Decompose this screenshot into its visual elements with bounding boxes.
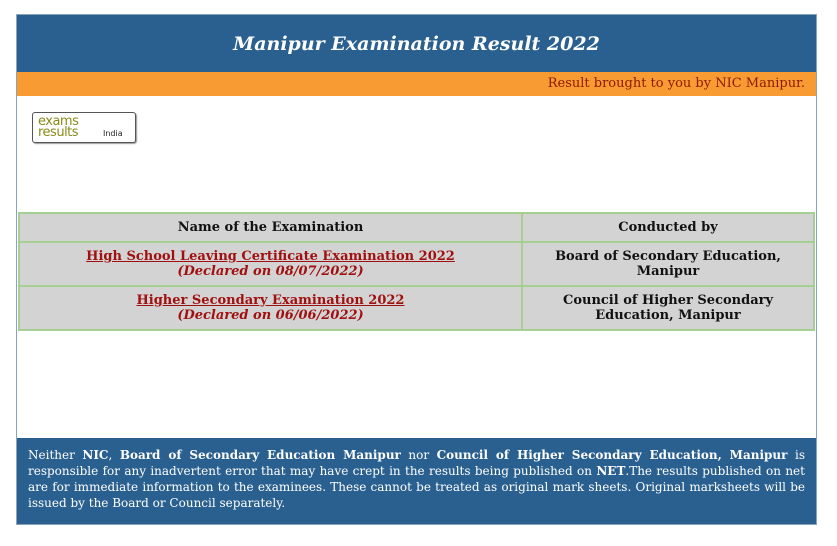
logo-text-exams: exams — [38, 114, 79, 129]
exam-cell — [19, 242, 522, 286]
declared-date: (Declared on 08/07/2022) — [177, 264, 364, 279]
declared-date: (Declared on 06/06/2022) — [177, 308, 364, 323]
logo-text-results: results — [38, 125, 79, 140]
hslc-exam-link[interactable]: High School Leaving Certificate Examination 2022 — [86, 249, 455, 264]
disclaimer-text: , — [108, 448, 120, 462]
disclaimer-text: is responsible for any inadvertent error that may have crept in the results being published on — [28, 448, 805, 478]
logo-text-india: India — [103, 129, 123, 138]
table-header-row — [19, 213, 814, 242]
exams-results-india-logo[interactable] — [32, 112, 136, 143]
conducted-by-cell: Board of Secondary Education, Manipur — [522, 242, 814, 286]
table-row — [19, 286, 814, 330]
exam-cell — [19, 286, 522, 330]
disclaimer-text: nor — [400, 448, 437, 462]
disclaimer-bold: Council of Higher Secondary Education, Manipur — [436, 448, 788, 462]
result-panel — [16, 14, 817, 525]
credit-ribbon: Result brought to you by NIC Manipur. — [17, 72, 816, 96]
disclaimer — [17, 438, 816, 524]
disclaimer-bold: NET — [596, 464, 626, 478]
table-row — [19, 242, 814, 286]
disclaimer-text: .The results published on net are for immediate information to the examinees. These cannot be treated as original mark sheets. Original marksheets will be issued by the Board or Council separately. — [28, 464, 805, 510]
disclaimer-text: Neither — [28, 448, 83, 462]
page-title: Manipur Examination Result 2022 — [17, 15, 816, 72]
column-header-conducted-by: Conducted by — [522, 213, 814, 242]
disclaimer-bold: Board of Secondary Education Manipur — [119, 448, 401, 462]
conducted-by-cell: Council of Higher Secondary Education, Manipur — [522, 286, 814, 330]
hse-exam-link[interactable]: Higher Secondary Examination 2022 — [136, 293, 405, 308]
disclaimer-bold: NIC — [82, 448, 109, 462]
column-header-exam: Name of the Examination — [19, 213, 522, 242]
results-table — [18, 212, 815, 331]
